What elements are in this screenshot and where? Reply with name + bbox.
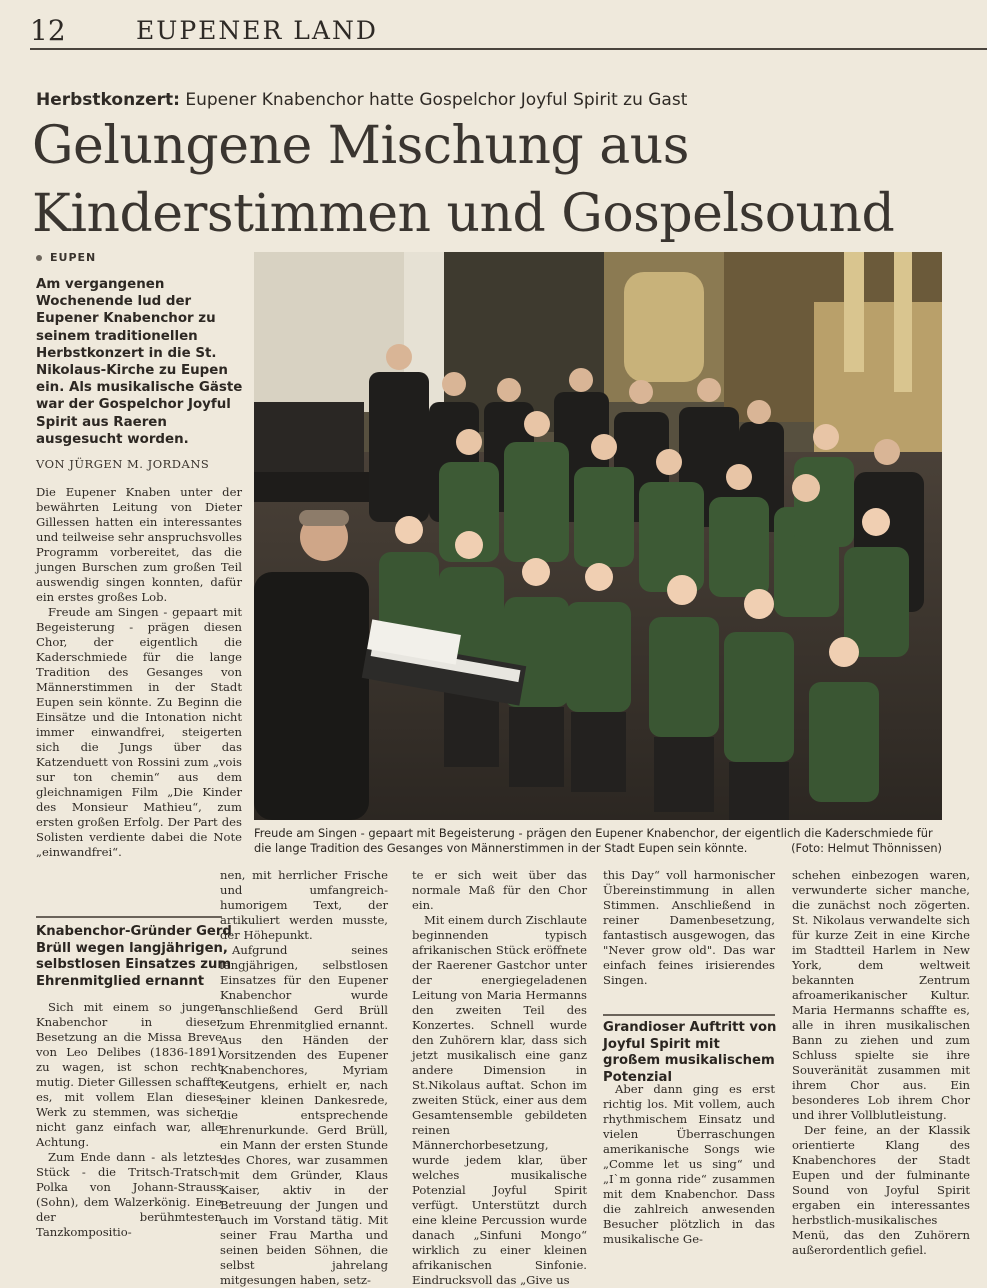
- paragraph: nen, mit herrlicher Frische und umfangreich-humorigem Text, der artikuliert werden musste, der Höhepunkt.: [220, 868, 388, 942]
- bullet-icon: [36, 255, 42, 261]
- choir-photo-illustration: [254, 252, 942, 820]
- byline: VON JÜRGEN M. JORDANS: [36, 457, 210, 471]
- section-title: EUPENER LAND: [136, 16, 378, 45]
- paragraph: Aufgrund seines langjährigen, selbstlosen Einsatzes für den Eupener Knabenchor wurde anschließend Gerd Brüll zum Ehrenmitglied ernannt. Aus den Händen der Vorsitzenden des Eupener Knabenchores, Myriam Keutgens, erhielt er, nach einer kleinen Dankesrede, die entsprechende Ehrenurkunde. Gerd Brüll, ein Mann der ersten Stunde des Chores, war zusammen mit dem Gründer, Klaus Kaiser, aktiv in der Betreuung der Jungen und auch im Vorstand tätig. Mit seiner Frau Martha und seinen beiden Söhnen, die selbst jahrelang mitgesungen haben, setz-: [220, 943, 388, 1287]
- photo-caption: [254, 826, 942, 856]
- choir-photo: [254, 252, 942, 820]
- headline-line-1: Gelungene Mischung aus: [32, 116, 689, 176]
- column-3: [412, 868, 587, 1288]
- paragraph: Freude am Singen - gepaart mit Begeisterung - prägen diesen Chor, der eigentlich die Kaderschmiede für die lange Tradition des Gesanges von Männerstimmen in der Stadt Eupen sein könnte. Zu Beginn die Einsätze und die Intonation nicht immer einwandfrei, steigerten sich die Jungs über das Katzenduett von Rossini zum „vois sur ton chemin“ aus dem gleichnamigen Film „Die Kinder des Monsieur Mathieu“, zum ersten großen Erfolg. Der Part des Solisten verdiente dabei die Note „einwandfrei“.: [36, 605, 242, 859]
- paragraph: Die Eupener Knaben unter der bewährten Leitung von Dieter Gillessen hatten ein interessantes und teilweise sehr anspruchsvolles Programm vorbereitet, das die jungen Burschen zum großen Teil auswendig singen konnten, dafür ein erstes großes Lob.: [36, 485, 242, 604]
- paragraph: Sich mit einem so jungen Knabenchor in dieser Besetzung an die Missa Breve von Leo Delibes (1836-1891) zu wagen, ist schon recht mutig. Dieter Gillessen schaffte es, mit vollem Elan dieses Werk zu stemmen, was sicher nicht ganz einfach war, alle Achtung.: [36, 1000, 222, 1149]
- kicker: [36, 90, 687, 110]
- header-rule: [30, 48, 987, 50]
- subhead-rule: [603, 1014, 775, 1016]
- paragraph: Aber dann ging es erst richtig los. Mit vollem, auch rhythmischem Einsatz und vielen Überraschungen amerikanische Songs wie „Comme let us sing“ und „I`m gonna ride“ zusammen mit dem Knabenchor. Dass die zahlreich anwesenden Besucher plötzlich in das musikalische Ge-: [603, 1082, 775, 1246]
- paragraph: this Day“ voll harmonischer Übereinstimmung in allen Stimmen. Anschließend in reiner Damenbesetzung, fantastisch ausgewogen, das "Never grow old". Das war einfach feines irisierendes Singen.: [603, 868, 775, 987]
- headline: [32, 112, 894, 248]
- article-lead: Am vergangenen Wochenende lud der Eupener Knabenchor zu seinem traditionellen Herbstkonzert in die St. Nikolaus-Kirche zu Eupen ein. Als musikalische Gäste war der Gospelchor Joyful Spirit aus Raeren ausgesucht worden.: [36, 277, 243, 447]
- paragraph: schehen einbezogen waren, verwunderte sicher manche, die zunächst noch zögerten. St. Nikolaus verwandelte sich für kurze Zeit in eine Kirche im Stadtteil Harlem in New York, dem weltweit bekannten Zentrum afroamerikanischer Kultur. Maria Hermanns schaffte es, alle in ihren musikalischen Bann zu ziehen und zum Schluss spielte sie ihre Souveränität zusammen mit ihrem Chor aus. Ein besonderes Lob ihrem Chor und ihrer Vollblutleistung.: [792, 868, 970, 1122]
- column-4-bottom: [603, 1082, 775, 1247]
- column-5: [792, 868, 970, 1258]
- column-4-top: [603, 868, 775, 988]
- subhead-joyful-spirit: Grandioser Auftritt von Joyful Spirit mit großem musikalischem Potenzial: [603, 1020, 777, 1085]
- page-number: 12: [30, 14, 66, 47]
- paragraph: te er sich weit über das normale Maß für den Chor ein.: [412, 868, 587, 912]
- column-2: [220, 868, 388, 1288]
- paragraph: Der feine, an der Klassik orientierte Klang des Knabenchores der Stadt Eupen und der fulminante Sound von Joyful Spirit ergaben ein interessantes herbstlich-musikalisches Menü, das den Zuhörern außerordentlich gefiel.: [792, 1123, 970, 1257]
- dateline-text: EUPEN: [50, 251, 97, 264]
- photo-credit: (Foto: Helmut Thönnissen): [791, 841, 942, 855]
- column-1-bottom: [36, 1000, 222, 1240]
- column-1-top: [36, 485, 242, 860]
- caption-text: Freude am Singen - gepaart mit Begeisterung - prägen den Eupener Knabenchor, der eigentlich die Kaderschmiede für die lange Tradition des Gesanges von Männerstimmen in der Stadt Eupen sein könnte.: [254, 826, 933, 855]
- paragraph: Mit einem durch Zischlaute beginnenden typisch afrikanischen Stück eröffnete der Raerener Gastchor unter der energiegeladenen Leitung von Maria Hermanns den zweiten Teil des Konzertes. Schnell wurde den Zuhörern klar, dass sich jetzt musikalisch eine ganz andere Dimension in St.Nikolaus auftat. Schon im zweiten Stück, einer aus dem Gesamtensemble gebildeten reinen Männerchorbesetzung, wurde jedem klar, über welches musikalische Potenzial Joyful Spirit verfügt. Unterstützt durch eine kleine Percussion wurde danach „Sinfuni Mongo“ wirklich zu einer kleinen afrikanischen Sinfonie. Eindrucksvoll das „Give us: [412, 913, 587, 1287]
- subhead-rule: [36, 916, 222, 918]
- paragraph: Zum Ende dann - als letztes Stück - die Tritsch-Tratsch-Polka von Johann-Strauss (Sohn), dem Walzerkönig. Eine der berühmtesten Tanzkompositio-: [36, 1150, 222, 1239]
- subhead-ehrenmitglied: Knabenchor-Gründer Gerd Brüll wegen langjährigen, selbstlosen Einsatzes zum Ehrenmitglied ernannt: [36, 924, 232, 989]
- kicker-text: Eupener Knabenchor hatte Gospelchor Joyful Spirit zu Gast: [179, 90, 688, 110]
- kicker-label: Herbstkonzert:: [36, 90, 180, 110]
- headline-line-2: Kinderstimmen und Gospelsound: [32, 184, 895, 244]
- dateline: [36, 251, 96, 264]
